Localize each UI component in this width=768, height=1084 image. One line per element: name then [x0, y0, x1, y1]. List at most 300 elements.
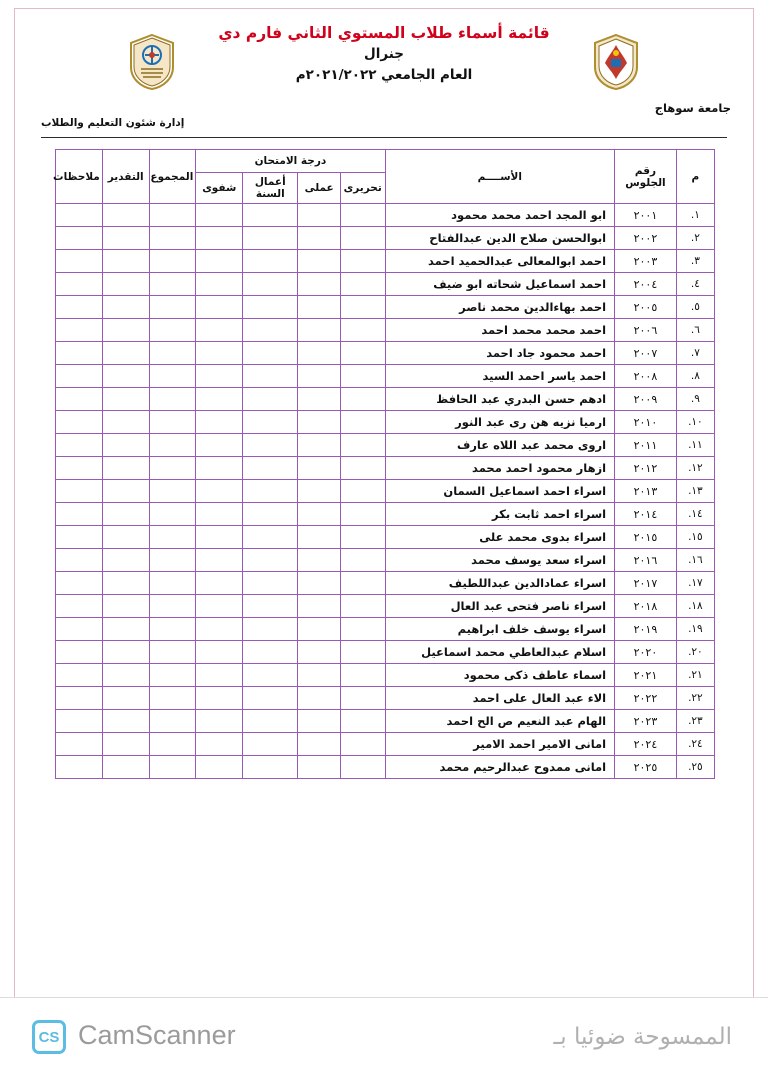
- cell-year-work: [243, 618, 298, 641]
- cell-year-work: [243, 457, 298, 480]
- th-grade: التقدير: [102, 150, 149, 204]
- students-table-wrap: [55, 149, 715, 779]
- camscanner-watermark: [0, 997, 768, 1084]
- cell-grade: [102, 641, 149, 664]
- cell-student-name: امانى الامير احمد الامير: [385, 733, 615, 756]
- cell-practical: [298, 204, 341, 227]
- cell-written: [340, 388, 385, 411]
- cell-notes: [56, 411, 103, 434]
- cell-notes: [56, 342, 103, 365]
- cell-no: ١٠.: [676, 411, 714, 434]
- cell-grade: [102, 388, 149, 411]
- document-subtitle: جنرال: [364, 45, 404, 62]
- cell-oral: [196, 411, 243, 434]
- cell-no: ١٢.: [676, 457, 714, 480]
- cell-no: ١٤.: [676, 503, 714, 526]
- table-row: [56, 342, 715, 365]
- cell-practical: [298, 756, 341, 779]
- cell-student-name: اسراء سعد يوسف محمد: [385, 549, 615, 572]
- cell-student-name: الاء عبد العال على احمد: [385, 687, 615, 710]
- cell-year-work: [243, 526, 298, 549]
- cell-oral: [196, 664, 243, 687]
- table-row: [56, 250, 715, 273]
- cell-practical: [298, 641, 341, 664]
- cell-notes: [56, 549, 103, 572]
- cell-practical: [298, 319, 341, 342]
- cell-notes: [56, 296, 103, 319]
- cell-grade: [102, 365, 149, 388]
- cell-year-work: [243, 756, 298, 779]
- academic-year: العام الجامعي ٢٠٢١/٢٠٢٢م: [295, 66, 473, 83]
- cell-grade: [102, 411, 149, 434]
- cell-total: [149, 296, 196, 319]
- table-row: [56, 572, 715, 595]
- cell-written: [340, 273, 385, 296]
- cell-seat-number: ٢٠٠٩: [615, 388, 677, 411]
- cell-student-name: الهام عبد النعيم ص الح احمد: [385, 710, 615, 733]
- cell-written: [340, 549, 385, 572]
- cell-total: [149, 710, 196, 733]
- cell-student-name: اسراء احمد اسماعيل السمان: [385, 480, 615, 503]
- cell-year-work: [243, 227, 298, 250]
- cell-seat-number: ٢٠١٧: [615, 572, 677, 595]
- cell-total: [149, 733, 196, 756]
- cell-practical: [298, 250, 341, 273]
- table-row: [56, 526, 715, 549]
- cell-grade: [102, 618, 149, 641]
- cell-notes: [56, 273, 103, 296]
- table-row: [56, 618, 715, 641]
- cell-practical: [298, 572, 341, 595]
- students-table-body: [56, 204, 715, 779]
- cell-written: [340, 342, 385, 365]
- cell-notes: [56, 641, 103, 664]
- table-row: [56, 434, 715, 457]
- cell-grade: [102, 480, 149, 503]
- cell-seat-number: ٢٠١٨: [615, 595, 677, 618]
- cell-written: [340, 618, 385, 641]
- cell-written: [340, 572, 385, 595]
- cell-student-name: احمد ياسر احمد السيد: [385, 365, 615, 388]
- cell-practical: [298, 365, 341, 388]
- cell-practical: [298, 434, 341, 457]
- cell-practical: [298, 342, 341, 365]
- department-name: إدارة شئون التعليم والطلاب: [41, 117, 185, 129]
- cell-student-name: ادهم حسن البدري عبد الحافظ: [385, 388, 615, 411]
- cell-total: [149, 549, 196, 572]
- table-row: [56, 710, 715, 733]
- document-header: [15, 9, 753, 127]
- cell-year-work: [243, 388, 298, 411]
- cell-year-work: [243, 480, 298, 503]
- cell-year-work: [243, 549, 298, 572]
- cell-no: ٢٤.: [676, 733, 714, 756]
- cell-total: [149, 250, 196, 273]
- cell-seat-number: ٢٠١٤: [615, 503, 677, 526]
- cell-seat-number: ٢٠٢٢: [615, 687, 677, 710]
- cell-oral: [196, 434, 243, 457]
- cell-total: [149, 365, 196, 388]
- cell-grade: [102, 503, 149, 526]
- cell-student-name: اسراء عمادالدين عبداللطيف: [385, 572, 615, 595]
- cell-student-name: احمد اسماعيل شحاته ابو ضيف: [385, 273, 615, 296]
- cell-notes: [56, 503, 103, 526]
- cell-no: ٣.: [676, 250, 714, 273]
- th-practical: عملى: [298, 173, 341, 204]
- th-oral: شفوى: [196, 173, 243, 204]
- table-row: [56, 296, 715, 319]
- cell-student-name: ارميا نزيه هن رى عبد النور: [385, 411, 615, 434]
- sohag-university-logo-icon: [591, 33, 641, 91]
- cell-student-name: ابو المجد احمد محمد محمود: [385, 204, 615, 227]
- cell-total: [149, 273, 196, 296]
- cell-no: ٢١.: [676, 664, 714, 687]
- cell-total: [149, 526, 196, 549]
- cell-notes: [56, 687, 103, 710]
- cell-notes: [56, 595, 103, 618]
- table-row: [56, 319, 715, 342]
- cell-practical: [298, 480, 341, 503]
- cell-practical: [298, 664, 341, 687]
- cell-grade: [102, 319, 149, 342]
- cell-no: ١٦.: [676, 549, 714, 572]
- cell-grade: [102, 526, 149, 549]
- cell-total: [149, 687, 196, 710]
- cell-no: ١٩.: [676, 618, 714, 641]
- cell-year-work: [243, 710, 298, 733]
- table-row: [56, 641, 715, 664]
- cell-written: [340, 595, 385, 618]
- cell-written: [340, 526, 385, 549]
- cell-total: [149, 641, 196, 664]
- cell-total: [149, 434, 196, 457]
- cell-practical: [298, 687, 341, 710]
- cell-grade: [102, 457, 149, 480]
- cell-seat-number: ٢٠٠١: [615, 204, 677, 227]
- camscanner-brand: CamScanner: [78, 1020, 236, 1050]
- cell-oral: [196, 526, 243, 549]
- table-row: [56, 480, 715, 503]
- cell-student-name: امانى ممدوح عبدالرحيم محمد: [385, 756, 615, 779]
- cell-notes: [56, 365, 103, 388]
- cell-practical: [298, 733, 341, 756]
- cell-year-work: [243, 595, 298, 618]
- cell-total: [149, 204, 196, 227]
- cell-no: ٢٣.: [676, 710, 714, 733]
- cell-oral: [196, 572, 243, 595]
- cell-student-name: احمد ابوالمعالى عبدالحميد احمد: [385, 250, 615, 273]
- cell-total: [149, 227, 196, 250]
- cell-written: [340, 687, 385, 710]
- cell-total: [149, 756, 196, 779]
- cell-written: [340, 227, 385, 250]
- th-written: تحريرى: [340, 173, 385, 204]
- cell-year-work: [243, 572, 298, 595]
- cell-year-work: [243, 204, 298, 227]
- header-divider: [41, 137, 727, 138]
- cell-student-name: ابوالحسن صلاح الدين عبدالفتاح: [385, 227, 615, 250]
- cell-notes: [56, 618, 103, 641]
- cell-oral: [196, 733, 243, 756]
- cell-seat-number: ٢٠٠٨: [615, 365, 677, 388]
- cell-year-work: [243, 411, 298, 434]
- cell-notes: [56, 710, 103, 733]
- cell-total: [149, 664, 196, 687]
- cell-oral: [196, 342, 243, 365]
- cell-oral: [196, 319, 243, 342]
- table-row: [56, 756, 715, 779]
- cell-written: [340, 365, 385, 388]
- cell-seat-number: ٢٠٠٢: [615, 227, 677, 250]
- cell-student-name: اسراء احمد ثابت بكر: [385, 503, 615, 526]
- cell-oral: [196, 503, 243, 526]
- table-row: [56, 204, 715, 227]
- camscanner-badge-icon: CS: [32, 1020, 66, 1054]
- th-total: المجموع: [149, 150, 196, 204]
- cell-notes: [56, 227, 103, 250]
- cell-grade: [102, 250, 149, 273]
- cell-grade: [102, 733, 149, 756]
- cell-grade: [102, 296, 149, 319]
- table-row: [56, 273, 715, 296]
- cell-oral: [196, 457, 243, 480]
- cell-written: [340, 664, 385, 687]
- cell-written: [340, 641, 385, 664]
- cell-grade: [102, 342, 149, 365]
- cell-student-name: ازهار محمود احمد محمد: [385, 457, 615, 480]
- cell-year-work: [243, 273, 298, 296]
- cell-total: [149, 342, 196, 365]
- cell-notes: [56, 526, 103, 549]
- cell-total: [149, 618, 196, 641]
- cell-seat-number: ٢٠١٦: [615, 549, 677, 572]
- cell-oral: [196, 250, 243, 273]
- cell-oral: [196, 296, 243, 319]
- cell-seat-number: ٢٠١٩: [615, 618, 677, 641]
- cell-seat-number: ٢٠٢١: [615, 664, 677, 687]
- cell-year-work: [243, 342, 298, 365]
- cell-grade: [102, 572, 149, 595]
- cell-written: [340, 457, 385, 480]
- cell-student-name: اسراء يوسف خلف ابراهيم: [385, 618, 615, 641]
- cell-written: [340, 411, 385, 434]
- cell-no: ١١.: [676, 434, 714, 457]
- cell-notes: [56, 319, 103, 342]
- cell-seat-number: ٢٠١٠: [615, 411, 677, 434]
- cell-no: ١٣.: [676, 480, 714, 503]
- cell-practical: [298, 273, 341, 296]
- cell-notes: [56, 204, 103, 227]
- cell-written: [340, 710, 385, 733]
- cell-notes: [56, 434, 103, 457]
- cell-practical: [298, 296, 341, 319]
- camscanner-arabic-text: الممسوحة ضوئيا بـ: [553, 1024, 732, 1050]
- th-exam-group: درجة الامتحان: [196, 150, 385, 173]
- cell-year-work: [243, 733, 298, 756]
- cell-written: [340, 296, 385, 319]
- cell-student-name: احمد محمد محمد احمد: [385, 319, 615, 342]
- cell-seat-number: ٢٠٢٣: [615, 710, 677, 733]
- table-row: [56, 664, 715, 687]
- cell-no: ٢٢.: [676, 687, 714, 710]
- cell-no: ٩.: [676, 388, 714, 411]
- cell-seat-number: ٢٠٠٣: [615, 250, 677, 273]
- cell-notes: [56, 733, 103, 756]
- cell-total: [149, 457, 196, 480]
- cell-no: ١٧.: [676, 572, 714, 595]
- cell-oral: [196, 595, 243, 618]
- cell-oral: [196, 618, 243, 641]
- cell-notes: [56, 250, 103, 273]
- table-row: [56, 595, 715, 618]
- cell-no: ٨.: [676, 365, 714, 388]
- students-table: [55, 149, 715, 779]
- table-row: [56, 549, 715, 572]
- cell-oral: [196, 549, 243, 572]
- document-title: قائمة أسماء طلاب المستوي الثاني فارم دي: [218, 24, 550, 42]
- cell-written: [340, 434, 385, 457]
- cell-student-name: اسراء بدوى محمد على: [385, 526, 615, 549]
- cell-practical: [298, 388, 341, 411]
- cell-no: ١٨.: [676, 595, 714, 618]
- cell-written: [340, 319, 385, 342]
- cell-seat-number: ٢٠٠٤: [615, 273, 677, 296]
- cell-student-name: اسلام عبدالعاطي محمد اسماعيل: [385, 641, 615, 664]
- cell-seat-number: ٢٠١٢: [615, 457, 677, 480]
- cell-grade: [102, 664, 149, 687]
- table-row: [56, 365, 715, 388]
- cell-notes: [56, 457, 103, 480]
- cell-student-name: اروى محمد عبد اللاه عارف: [385, 434, 615, 457]
- cell-year-work: [243, 664, 298, 687]
- cell-no: ٦.: [676, 319, 714, 342]
- cell-no: ٢٠.: [676, 641, 714, 664]
- table-row: [56, 457, 715, 480]
- table-row: [56, 733, 715, 756]
- cell-written: [340, 503, 385, 526]
- cell-seat-number: ٢٠٢٠: [615, 641, 677, 664]
- cell-total: [149, 503, 196, 526]
- cell-oral: [196, 756, 243, 779]
- cell-year-work: [243, 434, 298, 457]
- cell-seat-number: ٢٠٠٥: [615, 296, 677, 319]
- cell-oral: [196, 388, 243, 411]
- university-name: جامعة سوهاج: [654, 101, 731, 115]
- cell-grade: [102, 434, 149, 457]
- cell-notes: [56, 480, 103, 503]
- cell-practical: [298, 526, 341, 549]
- cell-oral: [196, 687, 243, 710]
- cell-grade: [102, 687, 149, 710]
- cell-student-name: اسراء ناصر فتحى عبد العال: [385, 595, 615, 618]
- cell-practical: [298, 457, 341, 480]
- cell-oral: [196, 480, 243, 503]
- cell-year-work: [243, 319, 298, 342]
- cell-grade: [102, 227, 149, 250]
- th-notes: ملاحظات: [56, 150, 103, 204]
- cell-student-name: احمد محمود جاد احمد: [385, 342, 615, 365]
- cell-practical: [298, 710, 341, 733]
- cell-no: ٤.: [676, 273, 714, 296]
- cell-total: [149, 572, 196, 595]
- cell-written: [340, 480, 385, 503]
- cell-notes: [56, 572, 103, 595]
- table-row: [56, 227, 715, 250]
- cell-no: ٥.: [676, 296, 714, 319]
- cell-written: [340, 756, 385, 779]
- cell-no: ٢.: [676, 227, 714, 250]
- cell-oral: [196, 710, 243, 733]
- cell-practical: [298, 595, 341, 618]
- cell-total: [149, 595, 196, 618]
- cell-no: ٧.: [676, 342, 714, 365]
- cell-practical: [298, 549, 341, 572]
- cell-grade: [102, 710, 149, 733]
- cell-no: ٢٥.: [676, 756, 714, 779]
- cell-notes: [56, 756, 103, 779]
- cell-oral: [196, 365, 243, 388]
- cell-year-work: [243, 296, 298, 319]
- document-sheet: [14, 8, 754, 998]
- cell-student-name: احمد بهاءالدين محمد ناصر: [385, 296, 615, 319]
- cell-grade: [102, 273, 149, 296]
- cell-notes: [56, 388, 103, 411]
- cell-oral: [196, 273, 243, 296]
- cell-total: [149, 480, 196, 503]
- cell-total: [149, 388, 196, 411]
- table-row: [56, 411, 715, 434]
- cell-oral: [196, 227, 243, 250]
- table-header-row-1: [56, 150, 715, 173]
- cell-student-name: اسماء عاطف ذكى محمود: [385, 664, 615, 687]
- cell-seat-number: ٢٠٢٥: [615, 756, 677, 779]
- cell-seat-number: ٢٠١١: [615, 434, 677, 457]
- cell-grade: [102, 756, 149, 779]
- cell-year-work: [243, 687, 298, 710]
- th-year-work: أعمال السنة: [243, 173, 298, 204]
- cell-total: [149, 319, 196, 342]
- cell-no: ١.: [676, 204, 714, 227]
- cell-oral: [196, 204, 243, 227]
- cell-no: ١٥.: [676, 526, 714, 549]
- th-name: الأســــم: [385, 150, 615, 204]
- cell-practical: [298, 227, 341, 250]
- cell-year-work: [243, 503, 298, 526]
- cell-seat-number: ٢٠٠٦: [615, 319, 677, 342]
- cell-seat-number: ٢٠١٥: [615, 526, 677, 549]
- cell-practical: [298, 503, 341, 526]
- cell-grade: [102, 204, 149, 227]
- cell-written: [340, 204, 385, 227]
- cell-total: [149, 411, 196, 434]
- cell-written: [340, 250, 385, 273]
- cell-practical: [298, 618, 341, 641]
- cell-notes: [56, 664, 103, 687]
- cell-year-work: [243, 250, 298, 273]
- cell-practical: [298, 411, 341, 434]
- table-row: [56, 388, 715, 411]
- cell-seat-number: ٢٠٠٧: [615, 342, 677, 365]
- pharmacy-faculty-logo-icon: [127, 33, 177, 91]
- cell-grade: [102, 549, 149, 572]
- cell-seat-number: ٢٠٢٤: [615, 733, 677, 756]
- cell-year-work: [243, 641, 298, 664]
- th-seat: رقم الجلوس: [615, 150, 677, 204]
- cell-oral: [196, 641, 243, 664]
- cell-grade: [102, 595, 149, 618]
- cell-year-work: [243, 365, 298, 388]
- th-no: م: [676, 150, 714, 204]
